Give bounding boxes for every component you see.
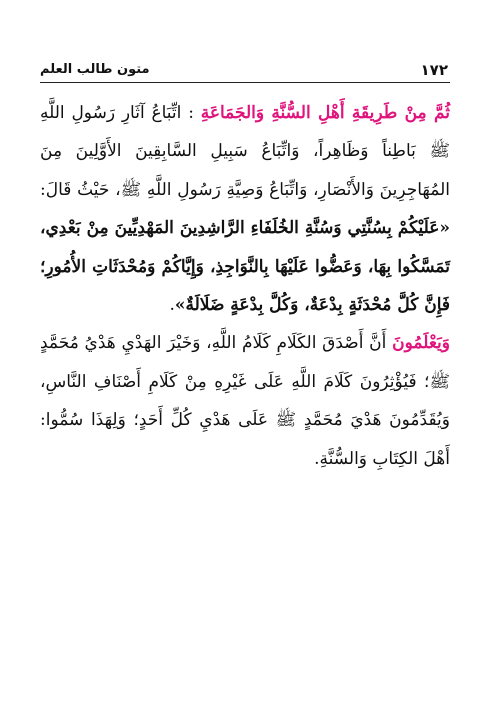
section-heading: وَيَعْلَمُونَ [392, 333, 450, 354]
paragraph-ahl-sunnah-method [40, 94, 450, 324]
page-header [40, 56, 448, 80]
paragraph-truest-speech [40, 324, 450, 478]
section-heading: ثُمَّ مِنْ طَرِيقَةِ أَهْلِ السُّنَّةِ وَالجَمَاعَةِ [200, 103, 450, 123]
paragraph-text: اتِّبَاعُ آثَارِ رَسُولِ اللَّهِ ﷺ بَاطِناً وَظَاهِراً، وَاتِّبَاعُ سَبِيلِ السَّابِقِينَ الأَوَّلِينَ مِنَ المُهَاجِرِينَ وَالأَنْصَارِ، وَاتِّبَاعُ وَصِيَّةِ رَسُولِ اللَّهِ ﷺ، حَيْثُ قَالَ: [40, 103, 450, 200]
heading-separator: : [181, 103, 201, 123]
paragraph-end: . [169, 295, 175, 316]
header-rule [40, 82, 450, 83]
page-number: ١٧٢ [420, 61, 448, 79]
page-body [40, 94, 450, 478]
paragraph-text: أَنَّ أَصْدَقَ الكَلَامِ كَلَامُ اللَّهِ، وَخَيْرَ الهَدْيِ هَدْيُ مُحَمَّدٍ ﷺ؛ فَيُؤْثِرُونَ كَلَامَ اللَّهِ عَلَى غَيْرِهِ مِنْ كَلَامِ أَصْنَافِ النَّاسِ، وَيُقَدِّمُونَ هَدْيَ مُحَمَّدٍ ﷺ عَلَى هَدْيِ كُلِّ أَحَدٍ؛ وَلِهَذَا سُمُّوا: أَهْلَ الكِتَابِ وَالسُّنَّةِ. [40, 333, 450, 469]
book-title: متون طالب العلم [40, 62, 150, 77]
hadith-quote: «عَلَيْكُمْ بِسُنَّتِي وَسُنَّةِ الخُلَفَاءِ الرَّاشِدِينَ المَهْدِيِّينَ مِنْ بَعْدِي، تَمَسَّكُوا بِهَا، وَعَضُّوا عَلَيْهَا بِالنَّوَاجِذِ، وَإِيَّاكُمْ وَمُحْدَثَاتِ الأُمُورِ؛ فَإِنَّ كُلَّ مُحْدَثَةٍ بِدْعَةٌ، وَكُلَّ بِدْعَةٍ ضَلَالَةٌ» [40, 218, 450, 316]
